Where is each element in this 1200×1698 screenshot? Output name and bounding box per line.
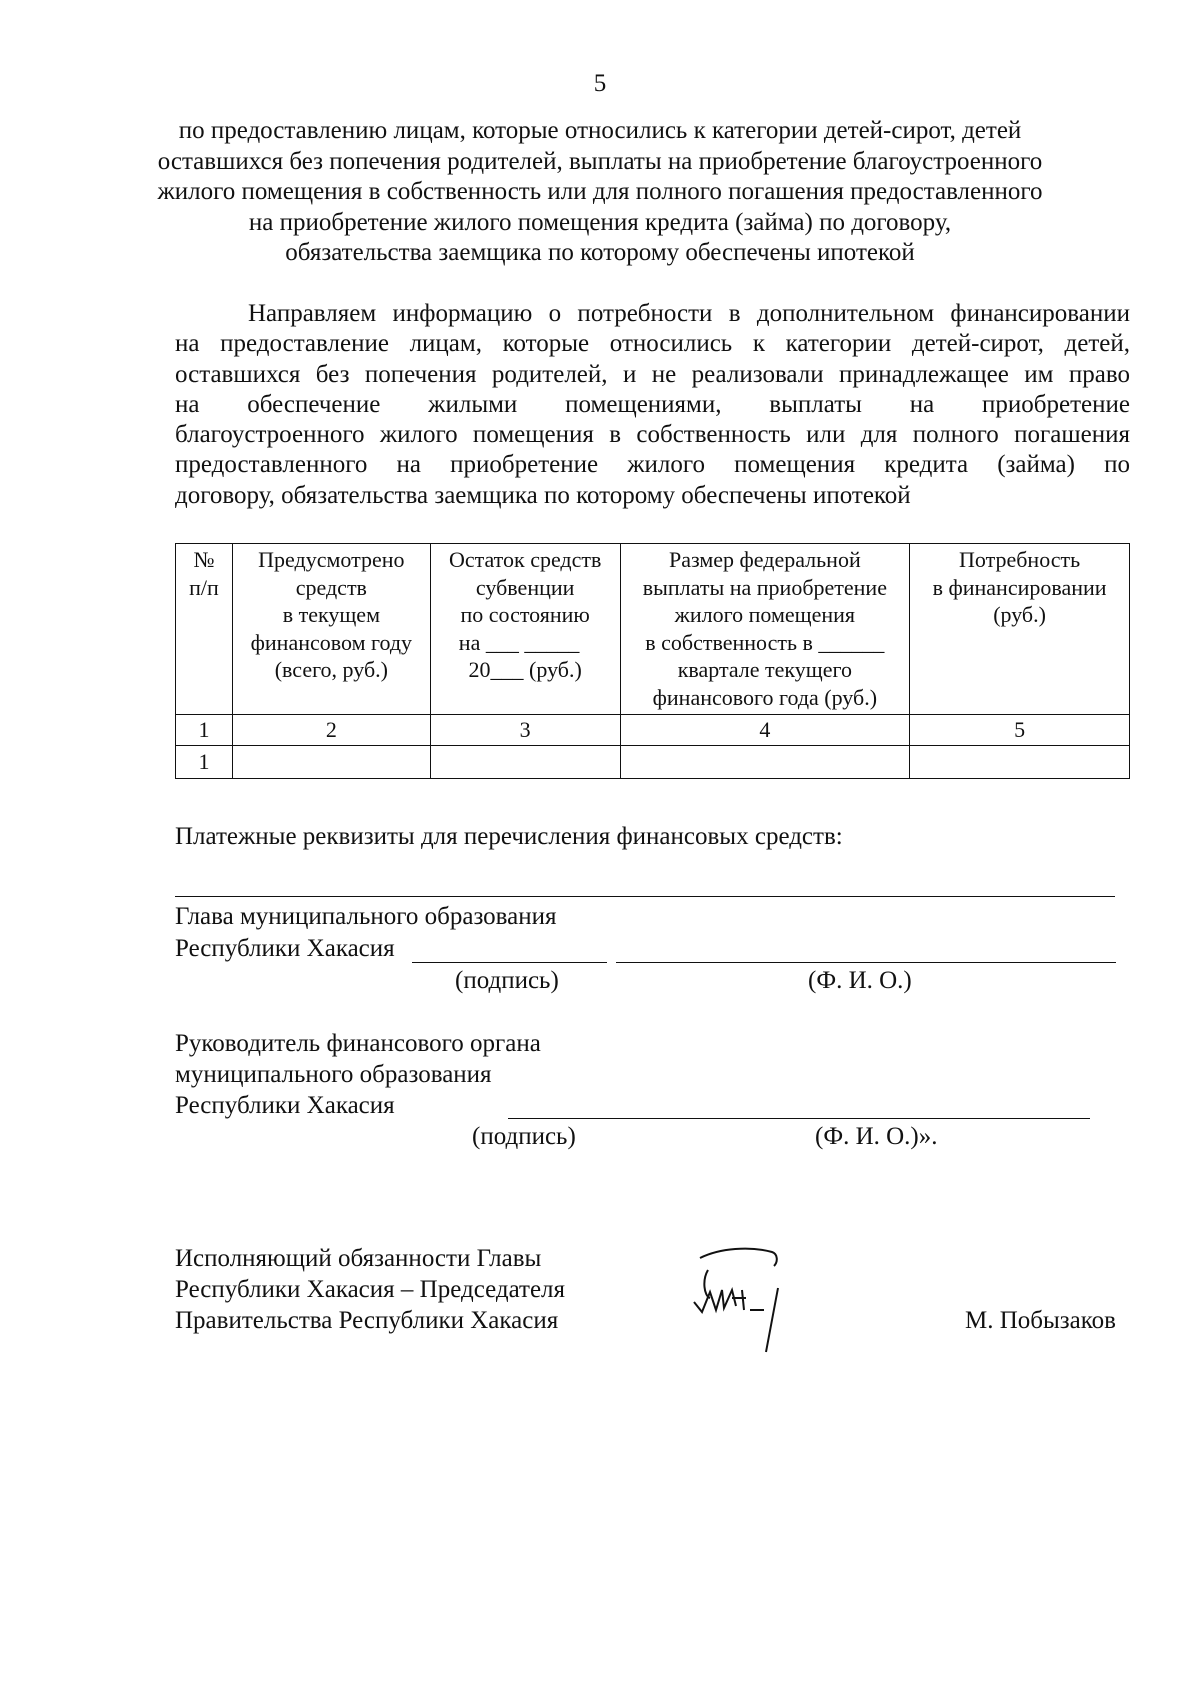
payment-details-label: Платежные реквизиты для перечисления финансовых средств: [175,823,843,850]
heading-line: обязательства заемщика по которому обеспечены ипотекой [285,239,915,266]
heading-line: по предоставлению лицам, которые относились к категории детей-сирот, детей [178,117,1022,144]
table-cell: 1 [176,745,233,778]
paragraph-line: на обеспечение жилыми помещениями, выплаты на приобретение [175,390,1130,418]
payment-details-line [175,896,1115,897]
head-name-line [616,962,1116,963]
heading-line: на приобретение жилого помещения кредита (займа) по договору, [248,208,952,236]
document-heading [150,116,1050,269]
signatory-line2: Республики Хакасия – Председателя [175,1276,566,1303]
column-number-cell: 1 [176,714,233,745]
finance-title-line2: муниципального образования [175,1061,492,1088]
head-name-caption: (Ф. И. О.) [808,967,912,994]
column-number-cell: 2 [232,714,430,745]
table-cell [910,745,1130,778]
finance-title-line3: Республики Хакасия [175,1092,395,1119]
header-cell-federal-payment: Размер федеральной выплаты на приобретение жилого помещения в собственность в ______ квартале текущего финансового года (руб.) [620,544,910,715]
table-header-row [176,544,1130,715]
table-row [176,745,1130,778]
finance-title-line1: Руководитель финансового органа [175,1030,541,1057]
table-cell [232,745,430,778]
table-cell [430,745,620,778]
paragraph-line: благоустроенного жилого помещения в собственность или для полного погашения [175,421,1130,449]
signatory-line3: Правительства Республики Хакасия [175,1307,559,1334]
head-title-line1: Глава муниципального образования [175,903,557,930]
header-cell-financing-need: Потребность в финансировании (руб.) [910,544,1130,715]
finance-signature-line [508,1118,1090,1119]
handwritten-signature [680,1240,830,1360]
head-signature-line [412,962,607,963]
column-number-cell: 3 [430,714,620,745]
header-cell-number: № п/п [176,544,233,715]
column-number-cell: 4 [620,714,910,745]
column-number-cell: 5 [910,714,1130,745]
signatory-name: М. Побызаков [965,1307,1116,1334]
table-cell [620,745,910,778]
paragraph-line: на предоставление лицам, которые относились к категории детей-сирот, детей, [175,330,1130,358]
paragraph-line: предоставленного на приобретение жилого помещения кредита (займа) по [175,451,1130,479]
page-number: 5 [593,70,607,97]
header-cell-planned-funds: Предусмотрено средств в текущем финансовом году (всего, руб.) [232,544,430,715]
paragraph-line: Направляем информацию о потребности в дополнительном финансировании [248,300,1130,327]
paragraph-line: договору, обязательства заемщика по которому обеспечены ипотекой [175,481,911,509]
column-number-row [176,714,1130,745]
signatory-line1: Исполняющий обязанности Главы [175,1245,542,1272]
finance-name-caption: (Ф. И. О.)». [815,1123,938,1150]
heading-line: жилого помещения в собственность или для полного погашения предоставленного [157,178,1043,205]
paragraph-line: оставшихся без попечения родителей, и не реализовали принадлежащее им право [175,360,1130,388]
finance-signature-caption: (подпись) [472,1123,576,1150]
header-cell-subvention-balance: Остаток средств субвенции по состоянию на ___ _____ 20___ (руб.) [430,544,620,715]
head-signature-caption: (подпись) [455,967,559,994]
body-paragraph [175,299,1130,511]
heading-line: оставшихся без попечения родителей, выплаты на приобретение благоустроенного [157,147,1043,175]
financing-table [175,543,1130,779]
head-title-line2: Республики Хакасия [175,935,395,962]
